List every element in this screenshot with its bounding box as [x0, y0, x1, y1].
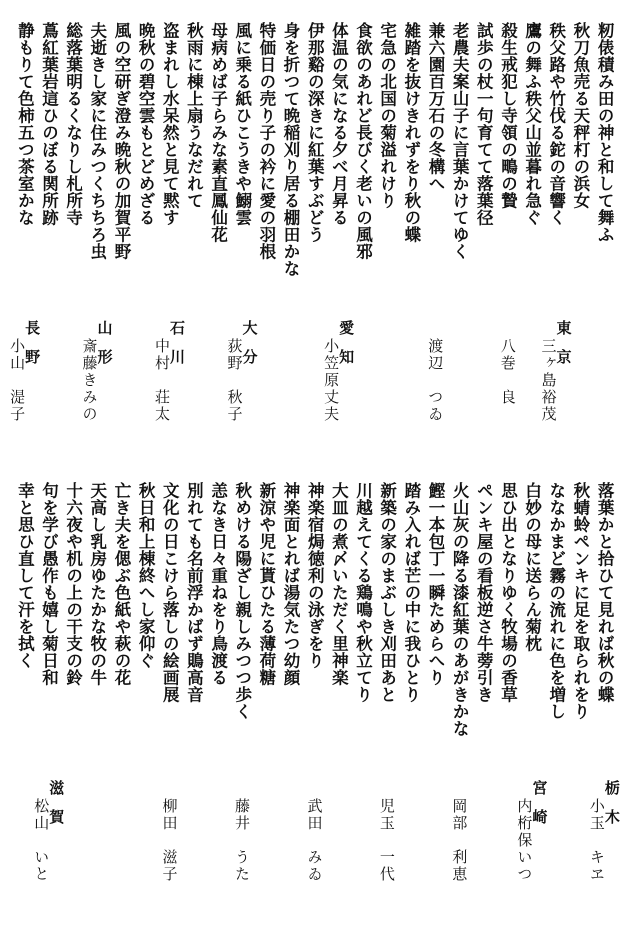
author-name: 渡辺 つゐ [426, 338, 445, 423]
author-credit [322, 320, 356, 423]
haiku-column [350, 482, 374, 927]
haiku-column [568, 22, 592, 462]
haiku-text: 神楽宿焗徳利の泳ぎをり [305, 482, 325, 669]
author-prefecture: 滋賀 [47, 780, 66, 838]
author-prefecture: 長野 [23, 320, 42, 378]
author-name: 内桁保いつ [515, 798, 534, 883]
haiku-column [592, 22, 616, 462]
haiku-block-bottom [12, 482, 621, 927]
haiku-column [205, 22, 229, 462]
haiku-column [471, 482, 495, 927]
author-credit [82, 320, 112, 423]
author-name: 柳田 滋子 [160, 798, 179, 883]
author-prefecture: 大分 [240, 320, 259, 378]
author-prefecture: 山形 [95, 320, 114, 378]
haiku-column [515, 482, 549, 927]
author-name: 三ヶ島裕茂 [539, 338, 558, 423]
haiku-column [447, 482, 471, 927]
haiku-column [181, 482, 205, 927]
haiku-text: 秋蜻蛉ペンキに足を取られをり [570, 482, 590, 720]
haiku-text: 天高し乳房ゆたかな牧の牛 [87, 482, 107, 686]
haiku-text: 風に乗る紙ひこうきや鰯雲 [232, 22, 252, 226]
haiku-text: 宅急の北国の菊溢れけり [377, 22, 397, 209]
haiku-text: 思ひ出となりゆく牧場の香草 [498, 482, 518, 703]
haiku-column [399, 22, 423, 462]
haiku-text: 試歩の杖一句育てて落葉径 [474, 22, 494, 226]
author-credit [541, 320, 571, 423]
haiku-column [109, 482, 133, 927]
haiku-text: ペンキ屋の看板逆さ牛蒡引き [474, 482, 494, 703]
haiku-column [495, 482, 519, 927]
haiku-column [254, 482, 278, 927]
haiku-column [374, 22, 398, 462]
author-credit [500, 320, 515, 406]
haiku-text: 句を学び愚作も嬉し菊日和 [39, 482, 59, 686]
haiku-text: 秋雨に棟上扇うなだれて [184, 22, 204, 209]
haiku-column [181, 22, 205, 462]
haiku-text: 別れても名前浮かばず鵙高音 [184, 482, 204, 703]
author-name: 藤井 うた [232, 798, 251, 883]
author-name: 松山 いと [32, 798, 51, 883]
haiku-column [302, 22, 326, 462]
haiku-text: 白妙の母に送らん菊枕 [522, 482, 542, 652]
haiku-text: 鷹の舞ふ秩父山並暮れ急ぐ [522, 22, 542, 226]
haiku-text: 食欲のあれど長びく老いの風邪 [353, 22, 373, 260]
author-credit [225, 320, 259, 423]
author-credit [305, 780, 324, 883]
haiku-column [254, 22, 278, 462]
haiku-text: 神楽面とれば湯気たつ幼顔 [281, 482, 301, 686]
haiku-column [495, 22, 519, 462]
haiku-text: 静もりて色柿五つ茶室かな [15, 22, 35, 226]
haiku-column [133, 22, 157, 462]
haiku-text: 雑踏を抜けきれずをり秋の蝶 [401, 22, 421, 243]
haiku-text: 身を折つて晩稲刈り居る棚田かな [281, 22, 301, 277]
haiku-column [587, 482, 621, 927]
author-name: 斎藤きみの [80, 338, 99, 423]
haiku-column [471, 22, 495, 462]
author-credit [153, 320, 187, 423]
author-name: 小笠原丈夫 [322, 338, 341, 423]
author-name: 児玉 一代 [377, 798, 396, 883]
haiku-block-top [8, 22, 616, 462]
author-credit [515, 780, 549, 883]
haiku-column [568, 482, 592, 927]
haiku-text: 蔦紅葉岩這ひのぼる関所跡 [39, 22, 59, 226]
haiku-column [519, 22, 543, 462]
haiku-column [229, 482, 253, 927]
haiku-column [80, 22, 114, 462]
haiku-text: 盗まれし水呆然と見て黙す [160, 22, 180, 226]
haiku-text: 伊那谿の深きに紅葉すぶどう [305, 22, 325, 243]
haiku-text: ななかまど霧の流れに色を増し [546, 482, 566, 720]
haiku-column [539, 22, 573, 462]
haiku-text: 新涼や児に貰ひたる薄荷糖 [256, 482, 276, 686]
haiku-column [36, 22, 60, 462]
haiku-column [60, 482, 84, 927]
haiku-column [225, 22, 259, 462]
haiku-text: 亡き夫を偲ぶ色紙や萩の花 [111, 482, 131, 686]
haiku-column [302, 482, 326, 927]
author-credit [8, 320, 42, 423]
haiku-text: 文化の日こけら落しの絵画展 [160, 482, 180, 703]
haiku-text: 秋刀魚売る天秤朾の浜女 [570, 22, 590, 209]
haiku-column [322, 22, 356, 462]
haiku-text: 大皿の煮〆いただく里神楽 [329, 482, 349, 686]
author-credit [234, 780, 249, 883]
haiku-text: 踏み入れば芒の中に我ひとり [401, 482, 421, 703]
author-name: 小玉 キヱ [587, 798, 606, 883]
haiku-text: 籾俵積み田の神と和して舞ふ [595, 22, 615, 243]
haiku-text: 幸と思ひ直して汗を拭く [15, 482, 35, 669]
haiku-column [326, 482, 350, 927]
haiku-text: 特価日の売り子の衿に愛の羽根 [256, 22, 276, 260]
haiku-text: 老農夫案山子に言葉かけてゆく [450, 22, 470, 260]
haiku-column [8, 22, 42, 462]
author-name: 荻野 秋子 [225, 338, 244, 423]
haiku-column [157, 482, 181, 927]
haiku-text: 殺生戒犯し寺領の鴫の贄 [498, 22, 518, 209]
haiku-column [32, 482, 66, 927]
haiku-text: 秩父路や竹伐る鉈の音響く [546, 22, 566, 226]
haiku-text: 兼六園百万石の冬構へ [425, 22, 445, 192]
author-prefecture: 宮崎 [530, 780, 549, 838]
author-name: 岡部 利恵 [450, 798, 469, 883]
author-prefecture: 東京 [554, 320, 573, 378]
author-name: 小山 湜子 [8, 338, 27, 423]
haiku-text: 十六夜や机の上の干支の鈴 [63, 482, 83, 686]
author-name: 中村 荘太 [153, 338, 172, 423]
haiku-text: 秋めける陽ざし親しみつつ歩く [232, 482, 252, 720]
haiku-column [12, 482, 36, 927]
haiku-column [109, 22, 133, 462]
haiku-text: 風の空研ぎ澄み晩秋の加賀平野 [111, 22, 131, 260]
author-prefecture: 栃木 [602, 780, 621, 838]
author-name: 八巻 良 [498, 338, 517, 406]
author-name: 武田 みゐ [305, 798, 324, 883]
haiku-column [350, 22, 374, 462]
haiku-text: 体温の気になる夕べ月昇る [329, 22, 349, 226]
haiku-column [374, 482, 398, 927]
haiku-column [153, 22, 187, 462]
author-credit [32, 780, 66, 883]
author-prefecture: 愛知 [337, 320, 356, 378]
haiku-column [423, 482, 447, 927]
haiku-text: 母病めば子らみな素直鳳仙花 [208, 22, 228, 243]
haiku-column [423, 22, 447, 462]
haiku-column [205, 482, 229, 927]
haiku-text: 鰹一本包丁一瞬ためらへり [425, 482, 445, 686]
author-prefecture: 石川 [168, 320, 187, 378]
haiku-column [84, 482, 108, 927]
haiku-text: 夫逝きし家に住みつくちちろ虫 [87, 22, 107, 260]
haiku-column [543, 482, 567, 927]
haiku-text: 秋日和上棟終へし家仰ぐ [136, 482, 156, 669]
haiku-column [399, 482, 423, 927]
haiku-text: 火山灰の降る漆紅葉のあがきかな [450, 482, 470, 737]
author-credit [162, 780, 177, 883]
haiku-text: 総落葉明るくなりし札所寺 [63, 22, 83, 226]
haiku-text: 新築の家のまぶしき刈田あと [377, 482, 397, 703]
haiku-column [447, 22, 471, 462]
haiku-column [60, 22, 84, 462]
haiku-column [133, 482, 157, 927]
author-credit [379, 780, 394, 883]
haiku-text: 晩秋の碧空雲もとどめざる [136, 22, 156, 226]
author-credit [450, 780, 469, 883]
author-credit [426, 320, 445, 423]
haiku-column [278, 22, 302, 462]
haiku-text: 落葉かと拾ひて見れば秋の蝶 [595, 482, 615, 703]
haiku-column [278, 482, 302, 927]
haiku-text: 川越えてくる鶏鳴や秋立てり [353, 482, 373, 703]
haiku-text: 恙なき日々重ねをり鳥渡る [208, 482, 228, 686]
author-credit [589, 780, 619, 883]
